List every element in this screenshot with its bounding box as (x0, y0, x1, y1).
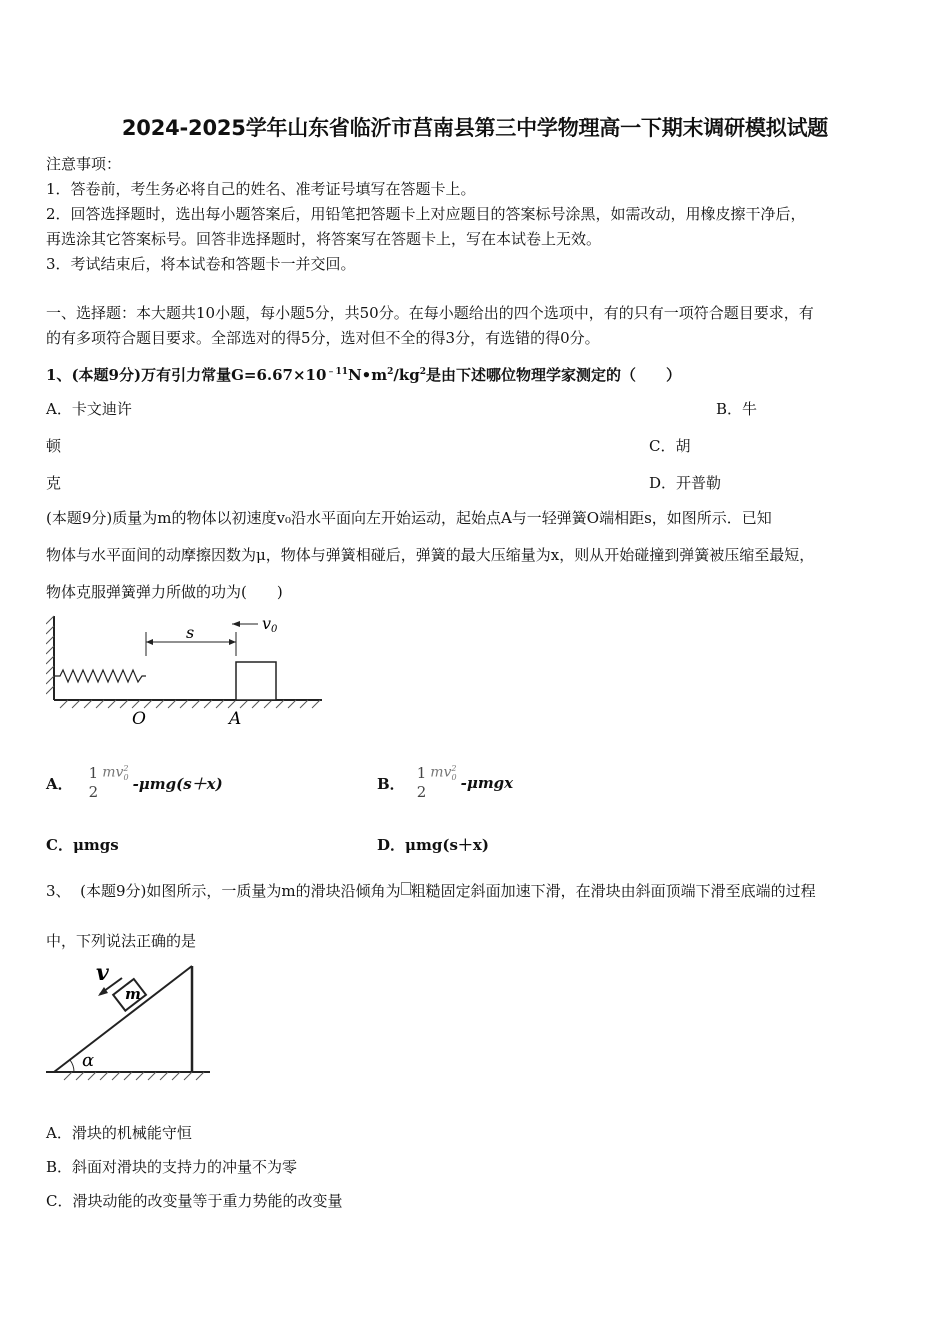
kinetic-energy-term (102, 764, 128, 782)
block (236, 662, 276, 700)
denominator: 2 (416, 783, 427, 801)
question-1-stem (46, 364, 681, 385)
incline-figure (44, 960, 214, 1086)
superscript: 2 (451, 763, 457, 773)
notice-item-2: 2．回答选择题时，选出每小题答案后，用铅笔把答题卡上对应题目的答案标号涂黑，如需改动，用橡皮擦干净后， (46, 205, 806, 223)
subscript: 0 (451, 773, 457, 783)
q2-option-a[interactable] (46, 748, 223, 818)
question-score: (本题9分) (71, 366, 142, 384)
q3-option-c[interactable]: C．滑块动能的改变量等于重力势能的改变量 (46, 1192, 343, 1210)
notice-item-3: 3．考试结束后，将本试卷和答题卡一并交回。 (46, 255, 356, 273)
superscript: 2 (123, 763, 129, 773)
exponent: 2 (387, 367, 394, 377)
q1-option-c[interactable]: C．胡 (649, 437, 691, 455)
q2-option-b[interactable] (377, 748, 513, 818)
spring-block-figure (46, 612, 326, 730)
dimension-arrowhead (146, 639, 153, 645)
question-text: 万有引力常量G=6.67×10 (141, 366, 327, 384)
question-text: (本题9分)如图所示，一质量为m的滑块沿倾角为 (80, 882, 401, 900)
label-v: v (96, 960, 109, 986)
q3-option-b[interactable]: B．斜面对滑块的支持力的冲量不为零 (46, 1158, 298, 1176)
option-text: -μmg(s＋x) (132, 774, 223, 793)
missing-symbol-box (401, 882, 411, 895)
dimension-arrowhead (229, 639, 236, 645)
subscript: 0 (123, 773, 129, 783)
question-text: /kg (393, 366, 420, 384)
q1-option-c-cont: 克 (46, 474, 62, 492)
angle-arc (70, 1060, 74, 1072)
label-s: s (186, 623, 195, 642)
q1-option-b[interactable]: B．牛 (716, 400, 758, 418)
option-label: B． (377, 774, 405, 793)
question-text: 粗糙固定斜面加速下滑，在滑块由斜面顶端下滑至底端的过程 (410, 882, 816, 900)
q1-option-d[interactable]: D．开普勒 (649, 474, 722, 492)
label-v0 (262, 614, 278, 635)
label-O: O (132, 709, 146, 729)
question-3-line-1 (46, 880, 816, 901)
question-text: 是由下述哪位物理学家测定的（ ） (426, 366, 682, 384)
velocity-arrowhead (232, 621, 240, 627)
ground-hatching (60, 700, 320, 708)
mv: mv (102, 764, 124, 781)
question-2-line-1: (本题9分)质量为m的物体以初速度v₀沿水平面向左开始运动，起始点A与一轻弹簧O端相距s，如图所示．已知 (46, 509, 772, 527)
option-text: -μmgx (460, 774, 514, 792)
label-v: v (262, 614, 272, 633)
label-m: m (125, 985, 141, 1003)
question-2-line-2: 物体与水平面间的动摩擦因数为μ，物体与弹簧相碰后，弹簧的最大压缩量为x，则从开始碰撞到弹簧被压缩至最短， (46, 546, 815, 564)
q1-option-b-cont: 顿 (46, 437, 62, 455)
exponent: 2 (419, 367, 427, 377)
label-subscript: 0 (271, 624, 278, 635)
question-number: 1、 (46, 366, 72, 384)
section-header-line-2: 的有多项符合题目要求。全部选对的得5分，选对但不全的得3分，有选错的得0分。 (46, 329, 600, 347)
label-alpha: α (82, 1050, 95, 1071)
question-2-line-3: 物体克服弹簧弹力所做的功为( ) (46, 583, 283, 601)
q2-option-d[interactable]: D．μmg(s＋x) (377, 836, 489, 854)
notice-item-1: 1．答卷前，考生务必将自己的姓名、准考证号填写在答题卡上。 (46, 180, 476, 198)
numerator: 1 (416, 764, 427, 782)
incline-surface (54, 966, 192, 1072)
denominator: 2 (88, 783, 99, 801)
question-3-line-2: 中，下列说法正确的是 (46, 932, 197, 950)
kinetic-energy-term (430, 764, 456, 782)
numerator: 1 (88, 764, 99, 782)
exponent: ﹣11 (326, 367, 348, 377)
q3-option-a[interactable]: A．滑块的机械能守恒 (46, 1124, 192, 1142)
question-number: 3、 (46, 882, 71, 900)
option-label: A． (46, 774, 73, 793)
fraction (417, 764, 427, 802)
spring (54, 670, 146, 682)
fraction (89, 764, 99, 802)
q2-option-c[interactable]: C．μmgs (46, 836, 119, 854)
page-title: 2024-2025学年山东省临沂市莒南县第三中学物理高一下期末调研模拟试题 (121, 116, 829, 140)
ground-hatching (64, 1072, 204, 1080)
notice-item-2-cont: 再选涂其它答案标号。回答非选择题时，将答案写在答题卡上，写在本试卷上无效。 (46, 230, 602, 248)
wall-hatching (46, 616, 54, 694)
question-text: N•m (347, 366, 388, 384)
label-A: A (229, 709, 242, 729)
section-header-line-1: 一、选择题：本大题共10小题，每小题5分，共50分。在每小题给出的四个选项中，有的只有一项符合题目要求，有 (46, 304, 814, 322)
q1-option-a[interactable]: A．卡文迪许 (46, 400, 132, 418)
slider-block (113, 977, 150, 1013)
notice-heading: 注意事项： (46, 155, 122, 173)
mv: mv (430, 764, 452, 781)
